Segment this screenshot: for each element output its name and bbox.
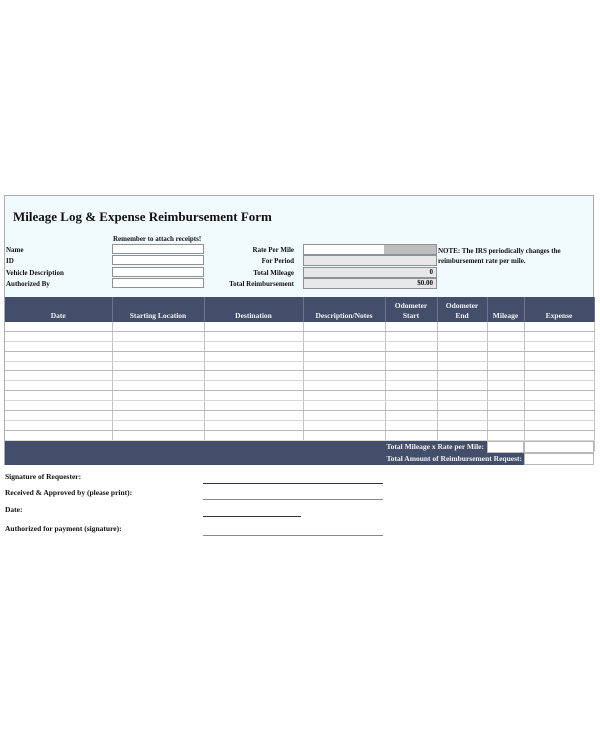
table-cell[interactable] <box>204 420 303 430</box>
table-cell[interactable] <box>5 322 112 331</box>
col-expense: Expense <box>524 297 594 322</box>
table-cell[interactable] <box>385 351 437 361</box>
table-cell[interactable] <box>385 381 437 391</box>
table-cell[interactable] <box>5 411 112 421</box>
table-cell[interactable] <box>303 371 385 381</box>
table-cell[interactable] <box>112 371 204 381</box>
table-cell[interactable] <box>524 391 594 401</box>
mileage-rate-label: Total Mileage x Rate per Mile: <box>386 442 484 451</box>
form-title: Mileage Log & Expense Reimbursement Form <box>13 209 272 224</box>
rate-per-mile-label: Rate Per Mile <box>252 246 294 254</box>
table-cell[interactable] <box>303 401 385 411</box>
table-cell[interactable] <box>385 430 437 440</box>
table-cell[interactable] <box>112 430 204 440</box>
table-cell[interactable] <box>385 420 437 430</box>
table-cell[interactable] <box>487 391 524 401</box>
received-approved-label: Received & Approved by (please print): <box>5 488 133 497</box>
reimbursement-request-label: Total Amount of Reimbursement Request: <box>386 454 522 463</box>
table-cell[interactable] <box>524 331 594 341</box>
table-cell[interactable] <box>487 371 524 381</box>
table-cell[interactable] <box>487 361 524 371</box>
table-cell[interactable] <box>204 411 303 421</box>
authorized-by-input[interactable] <box>112 278 204 288</box>
table-row <box>5 420 594 430</box>
table-cell[interactable] <box>204 341 303 351</box>
table-row <box>5 331 594 341</box>
name-label: Name <box>6 246 24 254</box>
rate-per-mile-input[interactable] <box>303 244 437 255</box>
table-cell[interactable] <box>437 430 487 440</box>
col-odometer-start: Odometer Start <box>385 297 437 322</box>
table-cell[interactable] <box>524 401 594 411</box>
table-cell[interactable] <box>303 361 385 371</box>
table-cell[interactable] <box>437 322 487 331</box>
authorized-payment-line[interactable] <box>203 535 383 536</box>
total-reimbursement-label: Total Reimbursement <box>229 280 294 288</box>
table-cell[interactable] <box>112 341 204 351</box>
for-period-label: For Period <box>261 257 294 265</box>
table-cell[interactable] <box>524 361 594 371</box>
table-cell[interactable] <box>204 381 303 391</box>
vehicle-description-label: Vehicle Description <box>6 269 64 277</box>
table-cell[interactable] <box>524 430 594 440</box>
col-odometer-end: Odometer End <box>437 297 487 322</box>
table-row <box>5 322 594 331</box>
authorized-payment-label: Authorized for payment (signature): <box>5 524 122 533</box>
table-cell[interactable] <box>5 341 112 351</box>
col-starting-location: Starting Location <box>112 297 204 322</box>
table-cell[interactable] <box>303 331 385 341</box>
table-row <box>5 361 594 371</box>
signature-requester-line[interactable] <box>203 483 383 484</box>
table-cell[interactable] <box>385 411 437 421</box>
table-cell[interactable] <box>5 420 112 430</box>
total-mileage-value: 0 <box>303 267 437 278</box>
col-mileage: Mileage <box>487 297 524 322</box>
reimbursement-request-input[interactable] <box>524 453 594 465</box>
table-cell[interactable] <box>437 420 487 430</box>
table-cell[interactable] <box>385 361 437 371</box>
table-cell[interactable] <box>524 322 594 331</box>
table-header-row <box>5 297 594 322</box>
table-cell[interactable] <box>204 401 303 411</box>
mileage-rate-input[interactable] <box>487 441 524 453</box>
rate-shaded-cell <box>384 245 436 254</box>
col-destination: Destination <box>204 297 303 322</box>
table-cell[interactable] <box>385 391 437 401</box>
table-row <box>5 391 594 401</box>
table-cell[interactable] <box>204 371 303 381</box>
table-cell[interactable] <box>303 351 385 361</box>
table-cell[interactable] <box>112 401 204 411</box>
table-cell[interactable] <box>204 322 303 331</box>
table-row <box>5 401 594 411</box>
received-approved-line[interactable] <box>203 499 383 500</box>
table-cell[interactable] <box>385 331 437 341</box>
table-cell[interactable] <box>487 351 524 361</box>
table-cell[interactable] <box>112 420 204 430</box>
table-cell[interactable] <box>524 411 594 421</box>
table-cell[interactable] <box>487 331 524 341</box>
table-cell[interactable] <box>112 322 204 331</box>
total-reimbursement-value: $0.00 <box>303 278 437 289</box>
table-cell[interactable] <box>204 361 303 371</box>
table-cell[interactable] <box>524 420 594 430</box>
table-cell[interactable] <box>204 430 303 440</box>
table-row <box>5 430 594 440</box>
table-cell[interactable] <box>487 381 524 391</box>
table-cell[interactable] <box>204 391 303 401</box>
table-cell[interactable] <box>385 371 437 381</box>
total-mileage-label: Total Mileage <box>253 269 294 277</box>
table-cell[interactable] <box>112 331 204 341</box>
table-cell[interactable] <box>437 341 487 351</box>
table-cell[interactable] <box>437 361 487 371</box>
table-cell[interactable] <box>303 341 385 351</box>
name-input[interactable] <box>112 244 204 254</box>
table-cell[interactable] <box>5 430 112 440</box>
table-cell[interactable] <box>303 322 385 331</box>
table-cell[interactable] <box>112 391 204 401</box>
table-cell[interactable] <box>487 411 524 421</box>
table-cell[interactable] <box>5 391 112 401</box>
table-cell[interactable] <box>524 371 594 381</box>
table-cell[interactable] <box>487 341 524 351</box>
table-cell[interactable] <box>487 430 524 440</box>
for-period-input[interactable] <box>303 255 437 266</box>
receipts-reminder: Remember to attach receipts! <box>113 235 202 243</box>
table-cell[interactable] <box>385 341 437 351</box>
table-row <box>5 411 594 421</box>
col-date: Date <box>5 297 112 322</box>
table-cell[interactable] <box>5 331 112 341</box>
id-label: ID <box>6 257 14 265</box>
table-cell[interactable] <box>524 341 594 351</box>
table-cell[interactable] <box>5 361 112 371</box>
table-cell[interactable] <box>112 381 204 391</box>
summary-reimbursement-row <box>5 453 594 465</box>
table-cell[interactable] <box>112 351 204 361</box>
table-cell[interactable] <box>437 381 487 391</box>
mileage-log-table <box>5 297 595 451</box>
table-cell[interactable] <box>437 391 487 401</box>
table-cell[interactable] <box>112 411 204 421</box>
table-cell[interactable] <box>303 391 385 401</box>
table-cell[interactable] <box>5 381 112 391</box>
table-cell[interactable] <box>437 411 487 421</box>
col-description-notes: Description/Notes <box>303 297 385 322</box>
irs-rate-note: NOTE: The IRS periodically changes the reimbursement rate per mile. <box>438 247 561 265</box>
table-cell[interactable] <box>5 351 112 361</box>
table-cell[interactable] <box>437 371 487 381</box>
table-cell[interactable] <box>303 411 385 421</box>
table-cell[interactable] <box>303 420 385 430</box>
table-cell[interactable] <box>385 322 437 331</box>
summary-mileage-rate-row <box>5 441 594 453</box>
table-cell[interactable] <box>5 401 112 411</box>
signature-requester-label: Signature of Requester: <box>5 472 82 481</box>
table-cell[interactable] <box>524 351 594 361</box>
table-cell[interactable] <box>204 351 303 361</box>
table-cell[interactable] <box>385 401 437 411</box>
table-cell[interactable] <box>112 361 204 371</box>
table-cell[interactable] <box>303 430 385 440</box>
table-row <box>5 351 594 361</box>
table-cell[interactable] <box>303 381 385 391</box>
table-cell[interactable] <box>437 351 487 361</box>
id-input[interactable] <box>112 255 204 265</box>
table-cell[interactable] <box>487 420 524 430</box>
mileage-form <box>4 195 594 465</box>
table-cell[interactable] <box>204 331 303 341</box>
table-cell[interactable] <box>487 322 524 331</box>
table-row <box>5 381 594 391</box>
vehicle-description-input[interactable] <box>112 267 204 277</box>
mileage-rate-expense-cell[interactable] <box>524 441 594 453</box>
table-cell[interactable] <box>437 331 487 341</box>
table-cell[interactable] <box>5 371 112 381</box>
date-line[interactable] <box>203 516 301 517</box>
table-cell[interactable] <box>487 401 524 411</box>
table-cell[interactable] <box>524 381 594 391</box>
date-label: Date: <box>5 505 23 514</box>
authorized-by-label: Authorized By <box>6 280 50 288</box>
table-row <box>5 341 594 351</box>
table-cell[interactable] <box>437 401 487 411</box>
table-row <box>5 371 594 381</box>
